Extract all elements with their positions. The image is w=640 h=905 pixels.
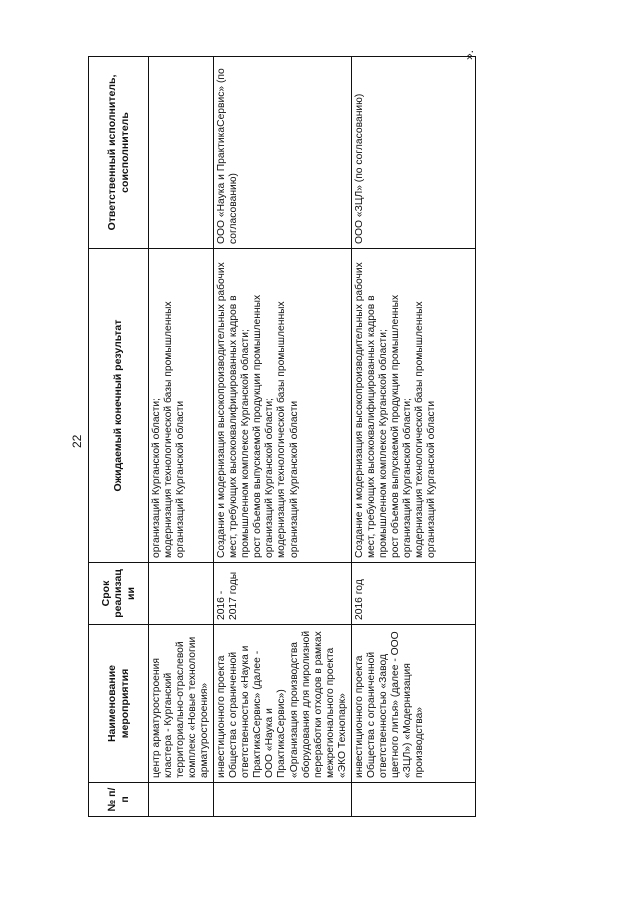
closing-quote: ».: [462, 49, 476, 60]
result-line: рост объемов выпускаемой продукции промышленных организаций Курганской области;: [252, 294, 276, 558]
result-line: Создание и модернизация высокопроизводительных рабочих мест, требующих высококвалифицированных кадров в промышленном комплексе Курганской области;: [353, 262, 389, 558]
table-row: [149, 57, 214, 817]
cell-name: инвестиционного проекта Общества с ограниченной ответственностью «Наука и ПрактикаСервис» (далее - ООО «Наука и ПрактикаСервис») «Организация производства оборудования для пиролизной переработки отходов в рамках межрегионального проекта «ЭКО Технопарк»: [214, 625, 352, 783]
cell-num: [149, 783, 214, 817]
result-line: модернизация технологической базы промышленных организаций Курганской области: [413, 301, 438, 558]
cell-responsible: [149, 57, 214, 249]
measures-table-grid: [88, 56, 476, 817]
header-term: Срок реализации: [89, 563, 149, 625]
cell-term: 2016 - 2017 годы: [214, 563, 352, 625]
cell-result: [214, 249, 352, 563]
result-line: рост объемов выпускаемой продукции промышленных организаций Курганской области;: [389, 294, 413, 558]
header-name: Наименование мероприятия: [89, 625, 149, 783]
header-num: № п/п: [89, 783, 149, 817]
header-result: Ожидаемый конечный результат: [89, 249, 149, 563]
cell-num: [214, 783, 352, 817]
cell-result: [351, 249, 475, 563]
table-header-row: [89, 57, 149, 817]
table-row: [351, 57, 475, 817]
result-line: организаций Курганской области;: [151, 397, 162, 558]
result-line: модернизация технологической базы промышленных организаций Курганской области: [276, 301, 300, 558]
result-line: модернизация технологической базы промышленных организаций Курганской области: [163, 301, 187, 558]
cell-term: 2016 год: [351, 563, 475, 625]
cell-responsible: ООО «ЗЦЛ» (по согласованию): [351, 57, 475, 249]
page-number: 22: [70, 434, 84, 448]
cell-responsible: ООО «Наука и ПрактикаСервис» (по согласованию): [214, 57, 352, 249]
table-row: [214, 57, 352, 817]
cell-name: инвестиционного проекта Общества с ограниченной ответственностью «Завод цветного литья» (далее - ООО «ЗЦЛ») «Модернизация производства»: [351, 625, 475, 783]
cell-num: [351, 783, 475, 817]
cell-term: [149, 563, 214, 625]
measures-table: [88, 57, 458, 817]
header-responsible: Ответственный исполнитель, соисполнитель: [89, 57, 149, 249]
result-line: Создание и модернизация высокопроизводительных рабочих мест, требующих высококвалифицированных кадров в промышленном комплексе Курганской области;: [216, 262, 252, 558]
cell-result: [149, 249, 214, 563]
cell-name: центр арматуростроения кластера - Курганский территориально-отраслевой комплекс «Новые технологии арматуростроения»: [149, 625, 214, 783]
